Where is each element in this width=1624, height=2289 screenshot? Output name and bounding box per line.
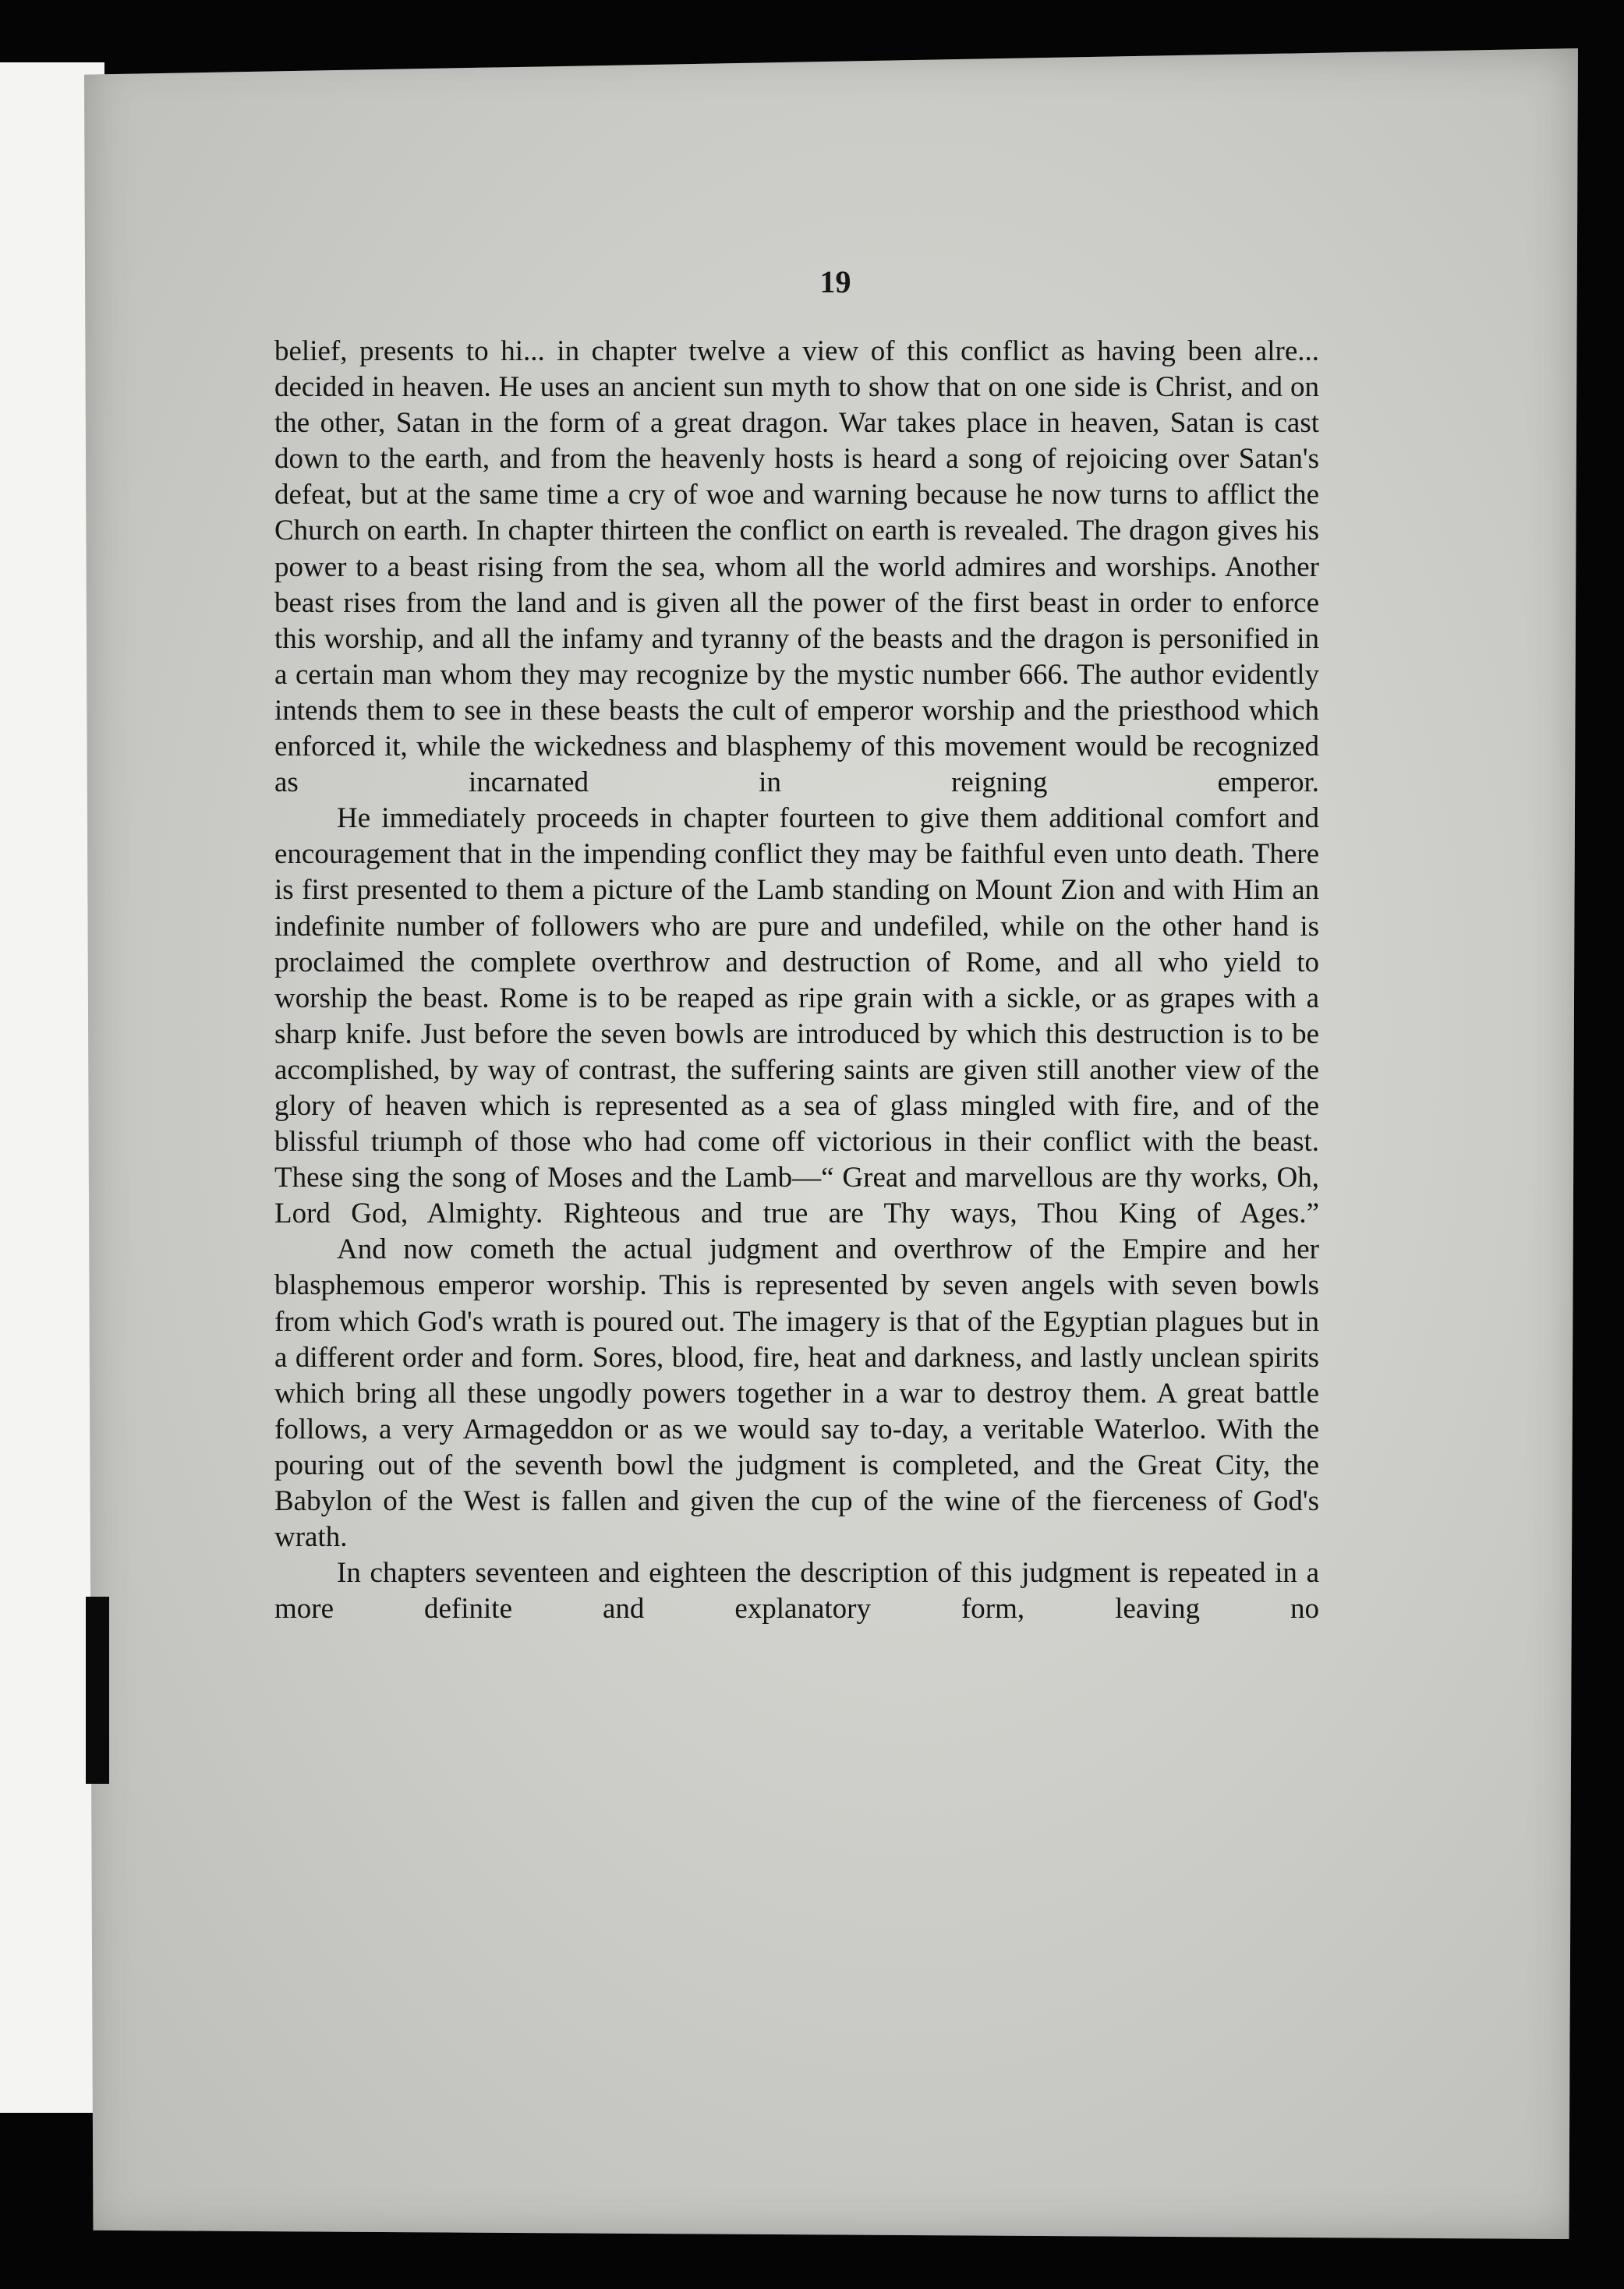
binding-mark bbox=[86, 1597, 109, 1784]
page-body bbox=[274, 334, 1319, 1627]
paragraph-4: In chapters seventeen and eighteen the description of this judgment is repeated in a more definite and explanatory form, leaving no bbox=[274, 1557, 1319, 1626]
paragraph-3: And now cometh the actual judgment and overthrow of the Empire and her blasphemous emperor worship. This is represented by seven angels with seven bowls from which God's wrath is poured out. The imagery is that of the Egyptian plagues but in a different order and form. Sores, blood, fire, heat and darkness, and lastly unclean spirits which bring all these ungodly powers together in a war to destroy them. A great battle follows, a very Armageddon or as we would say to-day, a veritable Waterloo. With the pouring out of the seventh bowl the judgment is completed, and the Great City, the Babylon of the West is fallen and given the cup of the wine of the fierceness of God's wrath. bbox=[274, 1233, 1319, 1554]
paragraph-1: belief, presents to hi... in chapter twelve a view of this conflict as having been alre... decided in heaven. He uses an ancient sun myth to show that on one side is Christ, and on the other, Satan in the form of a great dragon. War takes place in heaven, Satan is cast down to the earth, and from the heavenly hosts is heard a song of rejoicing over Satan's defeat, but at the same time a cry of woe and warning because he now turns to afflict the Church on earth. In chapter thirteen the conflict on earth is revealed. The dragon gives his power to a beast rising from the sea, whom all the world admires and worships. Another beast rises from the land and is given all the power of the first beast in order to enforce this worship, and all the infamy and tyranny of the beasts and the dragon is personified in a certain man whom they may recognize by the mystic number 666. The author evidently intends them to see in these beasts the cult of emperor worship and the priesthood which enforced it, while the wickedness and blasphemy of this movement would be recognized as incarnated in reigning emperor. bbox=[274, 335, 1319, 799]
paragraph-2: He immediately proceeds in chapter fourteen to give them additional comfort and encouragement that in the impending conflict they may be faithful even unto death. There is first presented to them a picture of the Lamb standing on Mount Zion and with Him an indefinite number of followers who are pure and undefiled, while on the other hand is proclaimed the complete overthrow and destruction of Rome, and all who yield to worship the beast. Rome is to be reaped as ripe grain with a sickle, or as grapes with a sharp knife. Just before the seven bowls are introduced by which this destruction is to be accomplished, by way of contrast, the suffering saints are given still another view of the glory of heaven which is represented as a sea of glass mingled with fire, and of the blissful triumph of those who had come off victorious in their conflict with the beast. These sing the song of Moses and the Lamb—“ Great and marvellous are thy works, Oh, Lord God, Almighty. Righteous and true are Thy ways, Thou King of Ages.” bbox=[274, 802, 1319, 1230]
page-number: 19 bbox=[819, 264, 851, 299]
